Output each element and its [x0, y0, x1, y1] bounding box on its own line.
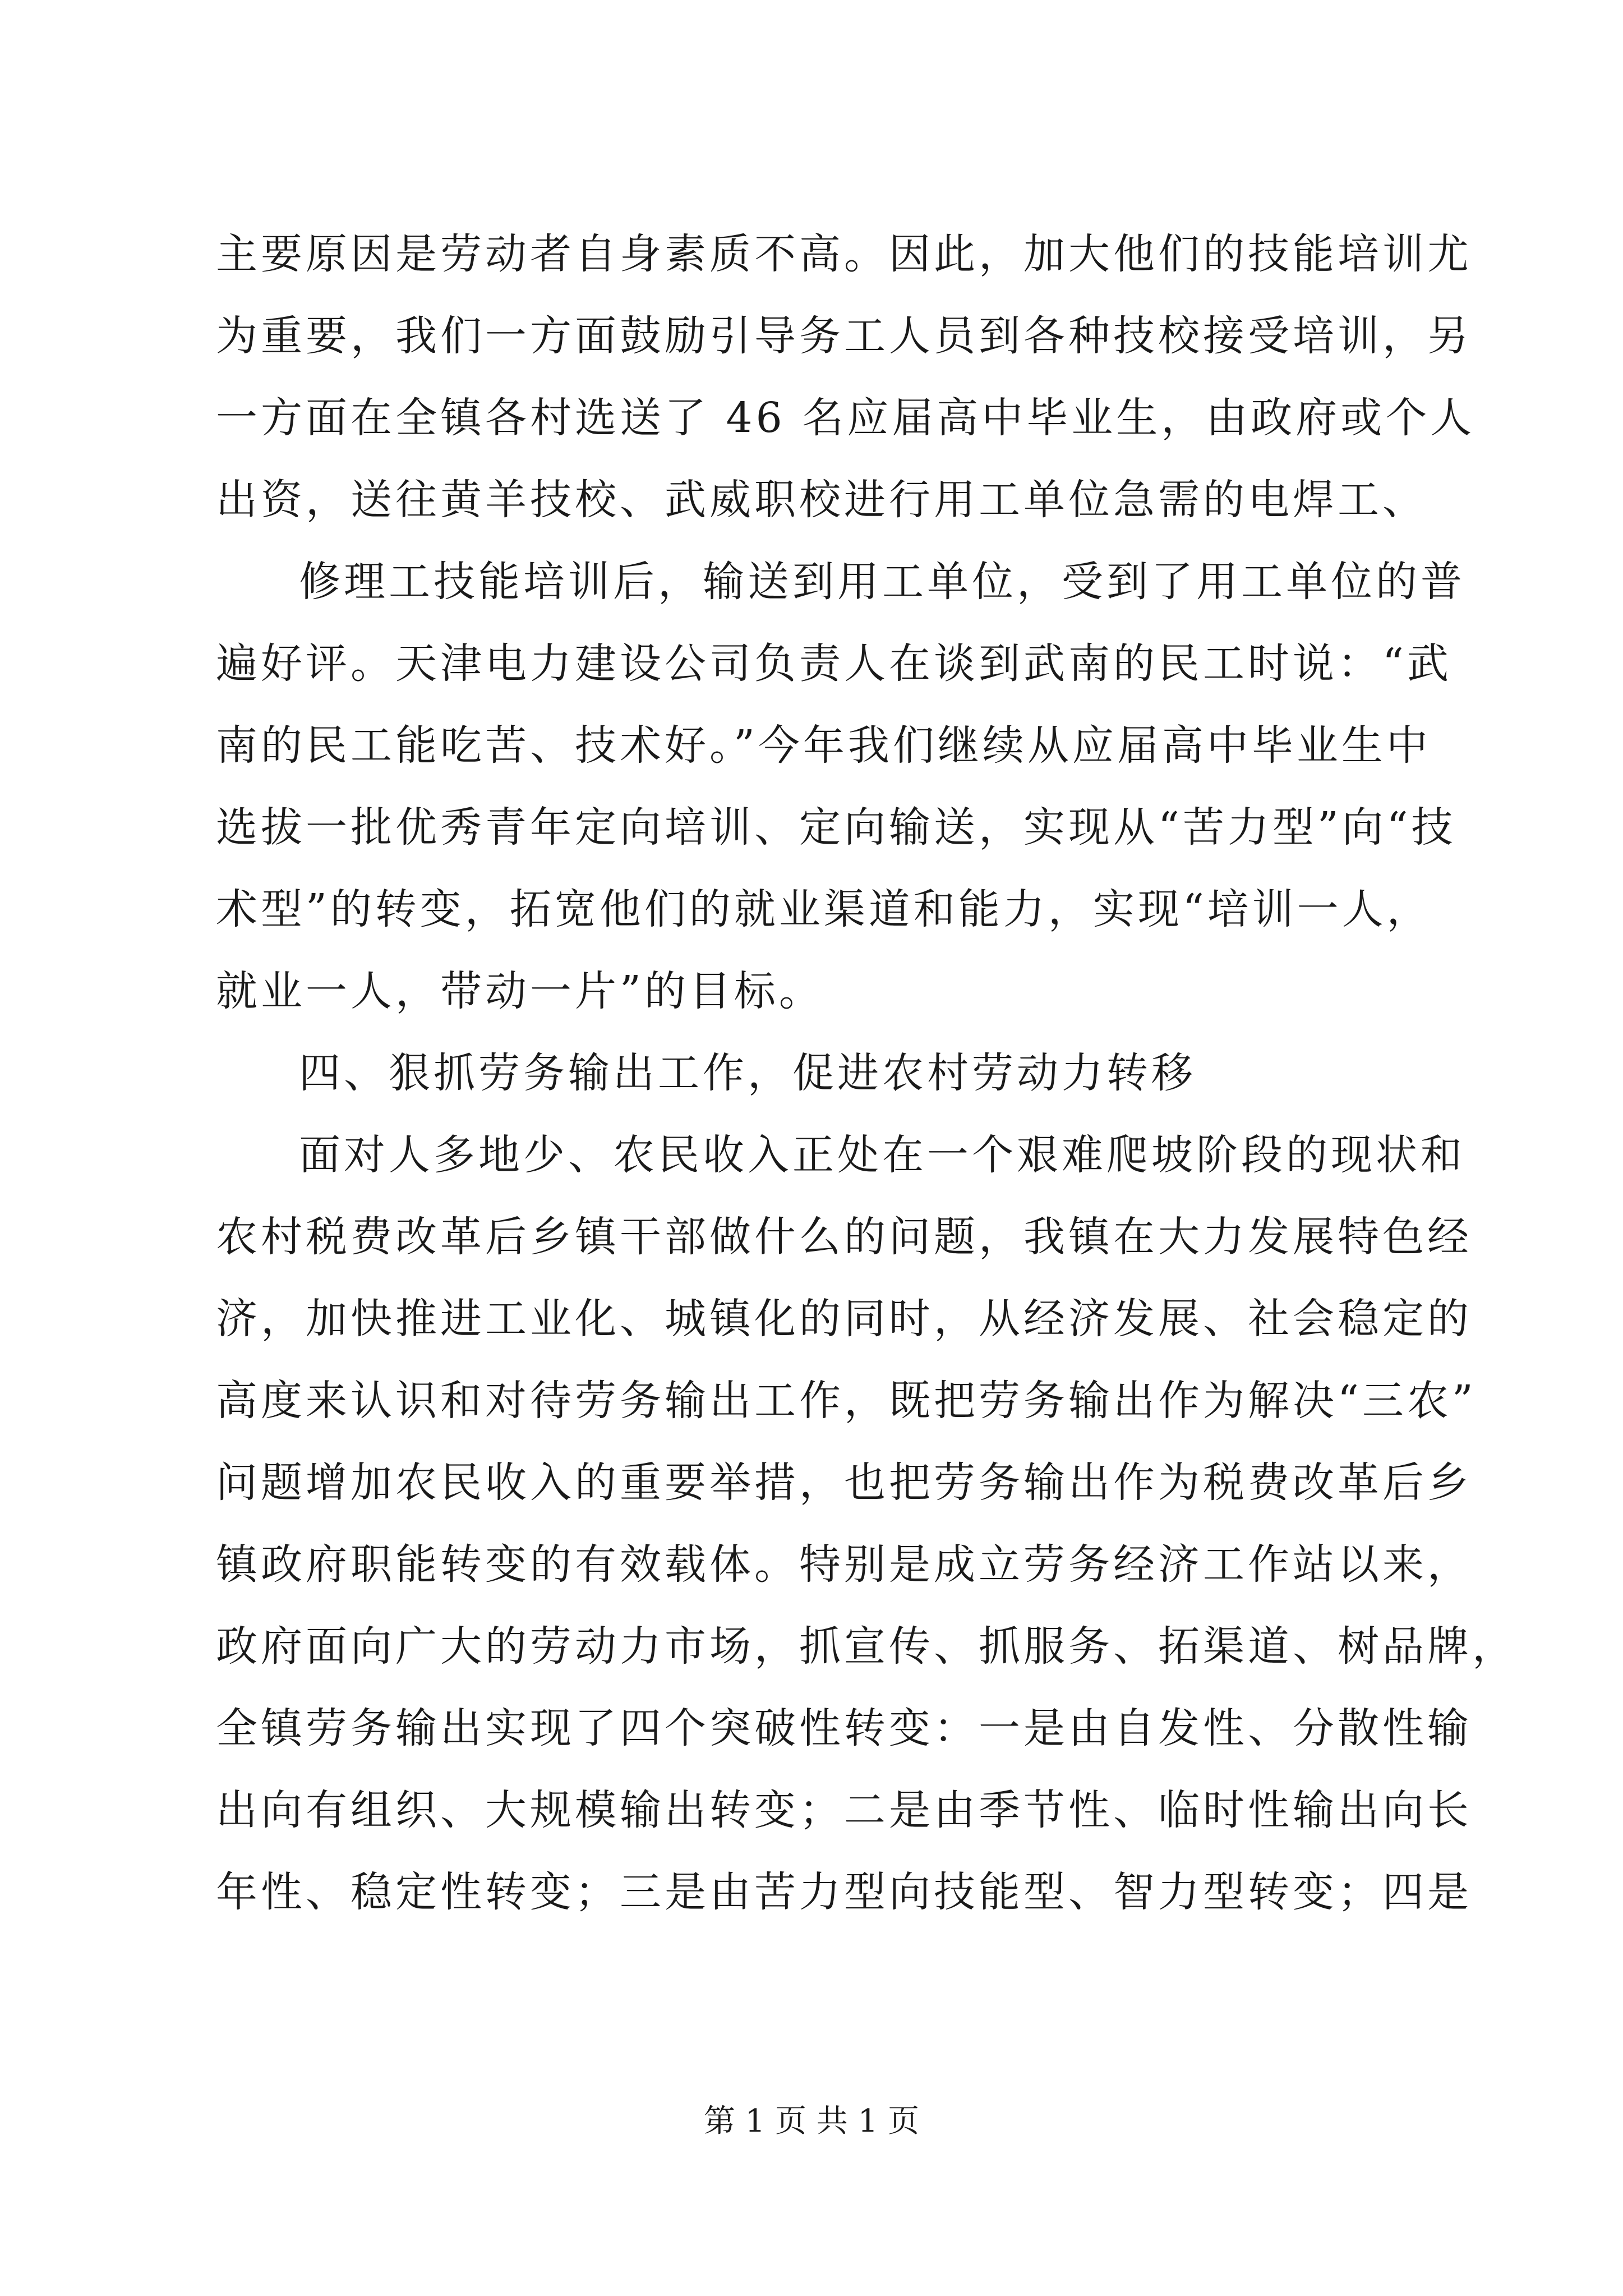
text-line: 一方面在全镇各村选送了 46 名应届高中毕业生，由政府或个人: [216, 394, 1476, 442]
text-line: 为重要，我们一方面鼓励引导务工人员到各种技校接受培训，另: [216, 312, 1472, 360]
text-line: 高度来认识和对待劳务输出工作，既把劳务输出作为解决“三农”: [216, 1377, 1477, 1425]
text-line: 镇政府职能转变的有效载体。特别是成立劳务经济工作站以来，: [216, 1540, 1472, 1589]
text-line: 遍好评。天津电力建设公司负责人在谈到武南的民工时说：“武: [216, 639, 1452, 688]
text-line: 出资，送往黄羊技校、武威职校进行用工单位急需的电焊工、: [216, 476, 1427, 524]
text-line: 出向有组织、大规模输出转变；二是由季节性、临时性输出向长: [216, 1786, 1472, 1834]
paragraph-first-line: 面对人多地少、农民收入正处在一个艰难爬坡阶段的现状和: [299, 1131, 1465, 1179]
text-line: 就业一人，带动一片”的目标。: [216, 967, 824, 1015]
text-line: 问题增加农民收入的重要举措，也把劳务输出作为税费改革后乡: [216, 1458, 1472, 1507]
text-line: 年性、稳定性转变；三是由苦力型向技能型、智力型转变；四是: [216, 1868, 1472, 1916]
section-heading: 四、狠抓劳务输出工作，促进农村劳动力转移: [299, 1049, 1196, 1097]
text-line: 政府面向广大的劳动力市场，抓宣传、抓服务、拓渠道、树品牌，: [216, 1622, 1517, 1671]
document-body: [216, 213, 1517, 1933]
text-line: 选拔一批优秀青年定向培训、定向输送，实现从“苦力型”向“技: [216, 803, 1456, 852]
text-line: 南的民工能吃苦、技术好。”今年我们继续从应届高中毕业生中: [216, 721, 1431, 770]
text-line: 农村税费改革后乡镇干部做什么的问题，我镇在大力发展特色经: [216, 1213, 1472, 1261]
text-line: 全镇劳务输出实现了四个突破性转变：一是由自发性、分散性输: [216, 1704, 1472, 1752]
text-line: 主要原因是劳动者自身素质不高。因此，加大他们的技能培训尤: [216, 230, 1472, 278]
page-footer: 第 1 页 共 1 页: [703, 2103, 920, 2139]
text-line: 术型”的转变，拓宽他们的就业渠道和能力，实现“培训一人，: [216, 885, 1432, 933]
text-line: 济，加快推进工业化、城镇化的同时，从经济发展、社会稳定的: [216, 1295, 1472, 1343]
paragraph-first-line: 修理工技能培训后，输送到用工单位，受到了用工单位的普: [299, 558, 1465, 606]
